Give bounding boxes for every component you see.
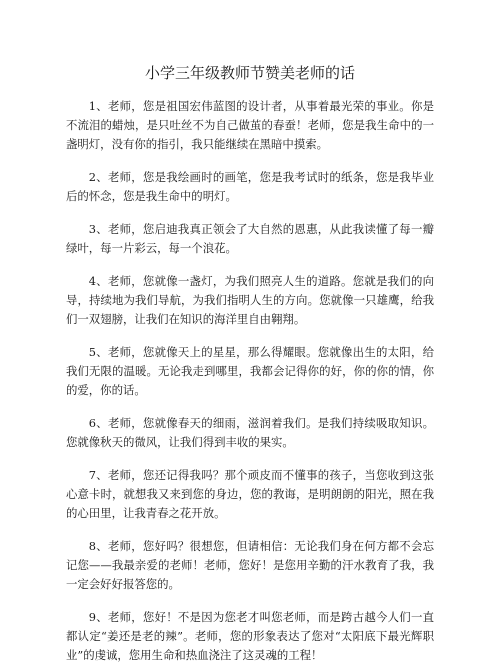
paragraph-8: 8、老师，您好吗？很想您，但请相信：无论我们身在何方都不会忘记您——我最亲爱的老师！老师，您好！是您用辛勤的汗水教育了我，我一定会好好报答您的。: [66, 539, 434, 591]
paragraph-9: 9、老师，您好！不是因为您老才叫您老师，而是跨古越今人们一直都认定“姜还是老的辣”。老师，您的形象表达了您对“太阳底下最光辉职业”的虔诚，您用生命和热血浇注了这灵魂的工程！: [66, 610, 434, 662]
paragraph-2: 2、老师，您是我绘画时的画笔，您是我考试时的纸条，您是我毕业后的怀念，您是我生命中的明灯。: [66, 170, 434, 203]
paragraph-5: 5、老师，您就像天上的星星，那么得耀眼。您就像出生的太阳，给我们无限的温暖。无论我走到哪里，我都会记得你的好，你的你的情，你的爱，你的话。: [66, 345, 434, 397]
paragraph-6: 6、老师，您就像春天的细雨，滋润着我们。是我们持续吸取知识。您就像秋天的微风，让我们得到丰收的果实。: [66, 416, 434, 449]
paragraph-7: 7、老师，您还记得我吗？那个顽皮而不懂事的孩子，当您收到这张心意卡时，就想我又来到您的身边，您的教诲，是明朗朗的阳光，照在我的心田里，让我青春之花开放。: [66, 468, 434, 520]
paragraph-1: 1、老师，您是祖国宏伟蓝图的设计者，从事着最光荣的事业。你是不流泪的蜡烛，是只吐丝不为自己做茧的春蚕！老师，您是我生命中的一盏明灯，没有你的指引，我只能继续在黑暗中摸索。: [66, 99, 434, 151]
paragraph-3: 3、老师，您启迪我真正领会了大自然的恩惠，从此我读懂了每一瓣绿叶，每一片彩云，每一个浪花。: [66, 222, 434, 255]
document-title: 小学三年级教师节赞美老师的话: [144, 64, 355, 82]
paragraph-4: 4、老师，您就像一盏灯，为我们照亮人生的道路。您就是我们的向导，持续地为我们导航，为我们指明人生的方向。您就像一只雄鹰，给我们一双翅膀，让我们在知识的海洋里自由翱翔。: [66, 274, 434, 326]
